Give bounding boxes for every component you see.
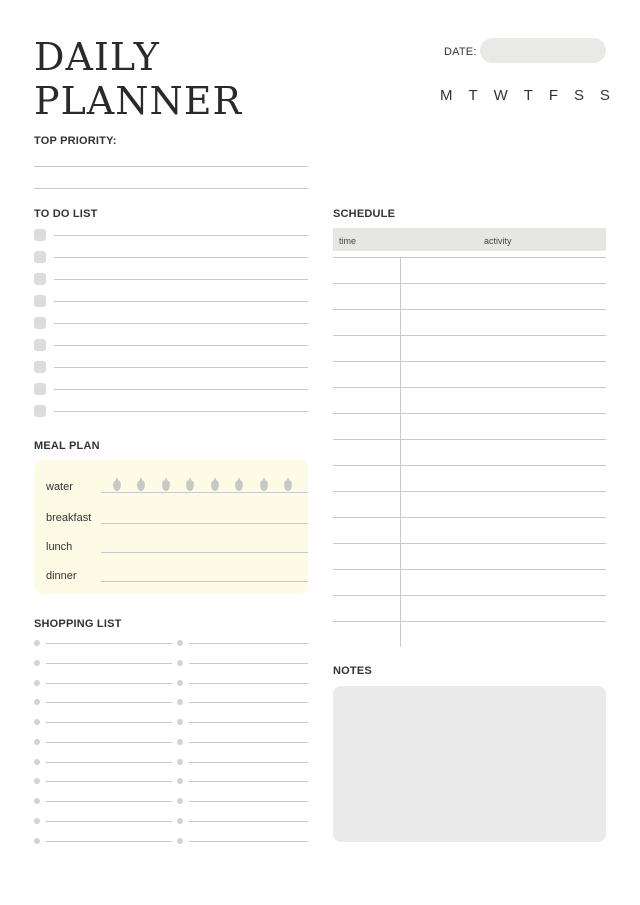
todo-checkbox[interactable]: [34, 229, 46, 241]
shopping-line[interactable]: [189, 841, 308, 842]
shopping-bullet: [34, 759, 40, 765]
todo-checkbox[interactable]: [34, 295, 46, 307]
weekday-sat[interactable]: S: [573, 87, 584, 104]
schedule-row-line[interactable]: [333, 621, 606, 622]
shopping-line[interactable]: [189, 762, 308, 763]
shopping-bullet: [177, 699, 183, 705]
notes-label: NOTES: [333, 665, 372, 677]
shopping-bullet: [34, 818, 40, 824]
shopping-bullet: [177, 739, 183, 745]
shopping-bullet: [34, 640, 40, 646]
breakfast-line[interactable]: [101, 523, 308, 524]
dinner-label: dinner: [46, 570, 77, 582]
date-label: DATE:: [444, 46, 477, 58]
schedule-row-line[interactable]: [333, 491, 606, 492]
top-priority-line[interactable]: [34, 166, 308, 167]
water-line: [101, 492, 308, 493]
todo-line[interactable]: [54, 345, 308, 346]
shopping-line[interactable]: [46, 643, 172, 644]
schedule-row-line[interactable]: [333, 465, 606, 466]
shopping-bullet: [34, 798, 40, 804]
shopping-bullet: [177, 719, 183, 725]
todo-line[interactable]: [54, 279, 308, 280]
todo-checkbox[interactable]: [34, 405, 46, 417]
date-field[interactable]: [480, 38, 606, 63]
shopping-line[interactable]: [189, 821, 308, 822]
shopping-line[interactable]: [46, 663, 172, 664]
schedule-row-line[interactable]: [333, 361, 606, 362]
todo-checkbox[interactable]: [34, 383, 46, 395]
weekday-sun[interactable]: S: [599, 87, 610, 104]
shopping-bullet: [34, 680, 40, 686]
shopping-line[interactable]: [46, 841, 172, 842]
todo-checkbox[interactable]: [34, 251, 46, 263]
schedule-row-line[interactable]: [333, 413, 606, 414]
shopping-bullet: [177, 778, 183, 784]
todo-line[interactable]: [54, 257, 308, 258]
shopping-line[interactable]: [189, 663, 308, 664]
todo-line[interactable]: [54, 411, 308, 412]
notes-area[interactable]: [333, 686, 606, 842]
page-title-line-1: DAILY: [34, 35, 160, 79]
shopping-bullet: [34, 778, 40, 784]
shopping-line[interactable]: [189, 722, 308, 723]
schedule-activity-header: activity: [484, 236, 512, 246]
shopping-line[interactable]: [189, 801, 308, 802]
weekday-fri[interactable]: F: [548, 87, 558, 104]
shopping-line[interactable]: [46, 722, 172, 723]
meal-plan-label: MEAL PLAN: [34, 440, 100, 452]
schedule-row-line[interactable]: [333, 283, 606, 284]
schedule-row-line[interactable]: [333, 595, 606, 596]
todo-checkbox[interactable]: [34, 273, 46, 285]
shopping-line[interactable]: [46, 702, 172, 703]
breakfast-label: breakfast: [46, 512, 92, 524]
shopping-line[interactable]: [46, 821, 172, 822]
schedule-row-line[interactable]: [333, 439, 606, 440]
todo-line[interactable]: [54, 301, 308, 302]
schedule-time-header: time: [339, 236, 357, 246]
todo-line[interactable]: [54, 389, 308, 390]
weekday-thu[interactable]: T: [523, 87, 533, 104]
shopping-line[interactable]: [46, 781, 172, 782]
shopping-line[interactable]: [189, 781, 308, 782]
weekday-wed[interactable]: W: [493, 87, 508, 104]
water-label: water: [46, 481, 73, 493]
shopping-line[interactable]: [189, 742, 308, 743]
top-priority-line[interactable]: [34, 188, 308, 189]
schedule-row-line[interactable]: [333, 387, 606, 388]
lunch-line[interactable]: [101, 552, 308, 553]
weekday-tue[interactable]: T: [468, 87, 478, 104]
schedule-row-line[interactable]: [333, 335, 606, 336]
todo-checkbox[interactable]: [34, 339, 46, 351]
todo-label: TO DO LIST: [34, 208, 98, 220]
shopping-bullet: [177, 818, 183, 824]
todo-line[interactable]: [54, 323, 308, 324]
shopping-bullet: [34, 719, 40, 725]
todo-checkbox[interactable]: [34, 361, 46, 373]
page-title-line-2: PLANNER: [34, 79, 243, 123]
weekday-selector: [440, 87, 610, 104]
shopping-line[interactable]: [46, 801, 172, 802]
shopping-line[interactable]: [189, 683, 308, 684]
weekday-mon[interactable]: M: [440, 87, 453, 104]
top-priority-label: TOP PRIORITY:: [34, 135, 117, 147]
schedule-row-line[interactable]: [333, 543, 606, 544]
schedule-label: SCHEDULE: [333, 208, 396, 220]
schedule-row-line[interactable]: [333, 309, 606, 310]
todo-checkbox[interactable]: [34, 317, 46, 329]
todo-line[interactable]: [54, 367, 308, 368]
schedule-row-line[interactable]: [333, 569, 606, 570]
shopping-bullet: [177, 660, 183, 666]
shopping-line[interactable]: [46, 683, 172, 684]
dinner-line[interactable]: [101, 581, 308, 582]
schedule-row-line[interactable]: [333, 517, 606, 518]
shopping-line[interactable]: [46, 762, 172, 763]
shopping-bullet: [34, 739, 40, 745]
shopping-list-label: SHOPPING LIST: [34, 618, 122, 630]
shopping-bullet: [34, 699, 40, 705]
shopping-line[interactable]: [189, 643, 308, 644]
shopping-bullet: [34, 838, 40, 844]
shopping-bullet: [34, 660, 40, 666]
shopping-bullet: [177, 640, 183, 646]
todo-line[interactable]: [54, 235, 308, 236]
shopping-bullet: [177, 680, 183, 686]
schedule-divider: [400, 257, 401, 647]
shopping-line[interactable]: [189, 702, 308, 703]
schedule-header: [333, 228, 606, 251]
shopping-bullet: [177, 838, 183, 844]
lunch-label: lunch: [46, 541, 73, 553]
schedule-row-line[interactable]: [333, 257, 606, 258]
shopping-bullet: [177, 798, 183, 804]
shopping-line[interactable]: [46, 742, 172, 743]
shopping-bullet: [177, 759, 183, 765]
